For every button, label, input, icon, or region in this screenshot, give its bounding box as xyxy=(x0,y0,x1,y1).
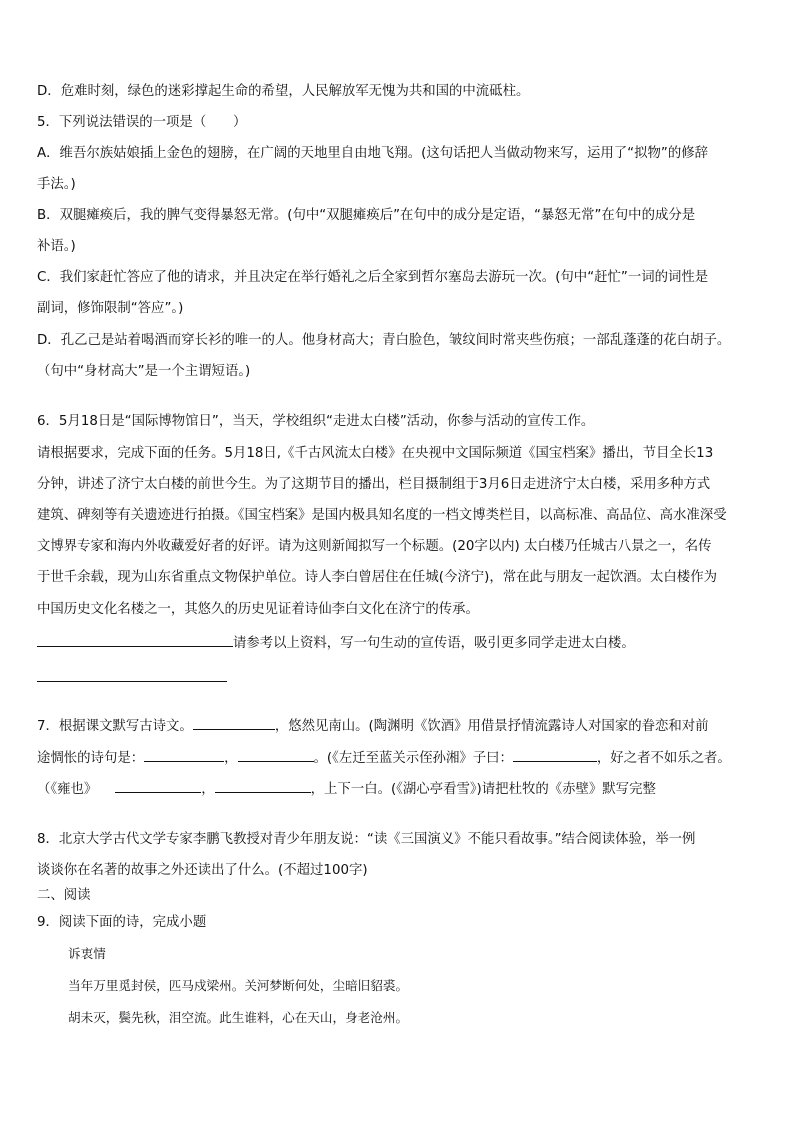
q6-line8 xyxy=(37,632,635,654)
q7-text-1: ，悠然见南山。(陶渊明《饮酒》用借景抒情流露诗人对国家的眷恋和对前 xyxy=(274,719,709,734)
q7-line2 xyxy=(37,747,731,769)
q7-blank-3[interactable] xyxy=(238,747,314,762)
q7-text-6: （《雍也》 xyxy=(37,782,98,797)
poem-line1: 当年万里觅封侯，匹马戍梁州。关河梦断何处，尘暗旧貂裘。 xyxy=(68,978,409,993)
q6-line5: 文博界专家和海内外收藏爱好者的好评。请为这则新闻拟写一个标题。(20字以内) 太白楼乃任城古八景之一，名传 xyxy=(37,539,712,554)
q5-option-a-line1: A．维吾尔族姑娘插上金色的翅膀，在广阔的天地里自由地飞翔。(这句话把人当做动物来写，运用了“拟物”的修辞 xyxy=(37,146,709,161)
q6-slogan-blank[interactable] xyxy=(37,681,227,682)
q7-blank-5[interactable] xyxy=(115,778,201,793)
q6-line1: 6．5月18日是“国际博物馆日”，当天，学校组织“走进太白楼”活动，你参与活动的宣传工作。 xyxy=(37,414,595,429)
q7-text-2: 途惆怅的诗句是： xyxy=(37,751,145,766)
poem-line2: 胡未灭，鬓先秋，泪空流。此生谁料，心在天山，身老沧州。 xyxy=(68,1010,409,1025)
q7-text-5: ，好之者不如乐之者。 xyxy=(596,751,731,766)
poem-title: 诉衷情 xyxy=(68,946,106,961)
q7-blank-6[interactable] xyxy=(215,778,311,793)
section-reading-title: 二、阅读 xyxy=(37,888,91,903)
q6-line4: 建筑、碑刻等有关遗迹进行拍摄。《国宝档案》是国内极具知名度的一档文博类栏目，以高标准、高品位、高水准深受 xyxy=(37,508,727,523)
q6-line7: 中国历史文化名楼之一，其悠久的历史见证着诗仙李白文化在济宁的传承。 xyxy=(37,602,479,617)
q5-stem: 5．下列说法错误的一项是（ ） xyxy=(37,115,247,130)
q6-prompt: 请参考以上资料，写一句生动的宣传语，吸引更多同学走进太白楼。 xyxy=(233,636,635,651)
q6-line6: 于世千余载，现为山东省重点文物保护单位。诗人李白曾居住在任城(今济宁)，常在此与朋友一起饮酒。太白楼作为 xyxy=(37,570,717,585)
q6-line2: 请根据要求，完成下面的任务。5月18日,《千古风流太白楼》在央视中文国际频道《国宝档案》播出，节目全长13 xyxy=(37,446,714,461)
q7-blank-1[interactable] xyxy=(193,715,275,730)
q7-text-7: ， xyxy=(201,782,215,797)
q5-option-b-line1: B．双腿瘫痪后，我的脾气变得暴怒无常。(句中“双腿瘫痪后”在句中的成分是定语，“暴怒无常”在句中的成分是 xyxy=(37,208,696,223)
q4-option-d: D．危难时刻，绿色的迷彩撑起生命的希望，人民解放军无愧为共和国的中流砥柱。 xyxy=(37,84,530,99)
q7-blank-4[interactable] xyxy=(513,747,597,762)
q5-option-b-line2: 补语。) xyxy=(37,239,76,254)
q5-option-c-line2: 副词，修饰限制“答应”。) xyxy=(37,301,184,316)
q6-title-blank[interactable] xyxy=(37,632,233,647)
q8-line1: 8．北京大学古代文学专家李鹏飞教授对青少年朋友说：“读《三国演义》不能只看故事。”结合阅读体验，举一例 xyxy=(37,832,696,847)
q5-option-d-line2: （句中“身材高大”是一个主谓短语。) xyxy=(37,364,251,379)
q9-stem: 9．阅读下面的诗，完成小题 xyxy=(37,915,207,930)
q5-option-d-line1: D．孔乙己是站着喝酒而穿长衫的唯一的人。他身材高大；青白脸色，皱纹间时常夹些伤痕；一部乱蓬蓬的花白胡子。 xyxy=(37,333,731,348)
q7-text-8: ，上下一白。(《湖心亭看雪》)请把杜牧的《赤壁》默写完整 xyxy=(310,782,656,797)
q8-line2: 谈谈你在名著的故事之外还读出了什么。(不超过100字) xyxy=(37,863,368,878)
q5-option-a-line2: 手法。) xyxy=(37,177,76,192)
q6-line3: 分钟，讲述了济宁太白楼的前世今生。为了这期节目的播出，栏目摄制组于3月6日走进济宁太白楼，采用多种方式 xyxy=(37,477,711,492)
q7-line1 xyxy=(37,715,709,737)
q7-text-3: ， xyxy=(224,751,238,766)
q7-blank-2[interactable] xyxy=(144,747,224,762)
q7-intro: 7．根据课文默写古诗文。 xyxy=(37,719,193,734)
q5-option-c-line1: C．我们家赶忙答应了他的请求，并且决定在举行婚礼之后全家到哲尔塞岛去游玩一次。(句中“赶忙”一词的词性是 xyxy=(37,270,709,285)
q7-line3 xyxy=(37,778,656,800)
q7-text-4: 。(《左迁至蓝关示侄孙湘》子曰： xyxy=(313,751,513,766)
